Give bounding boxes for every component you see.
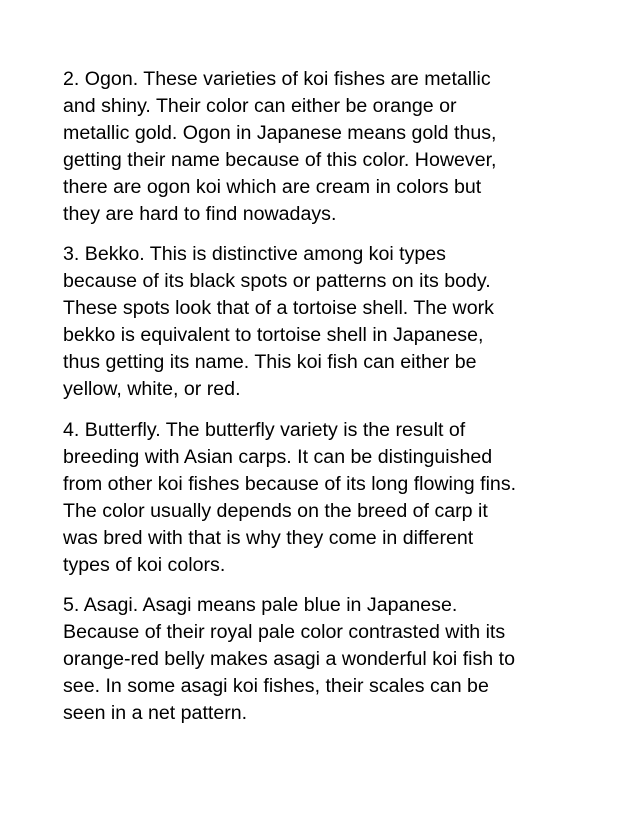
text-line: These spots look that of a tortoise shell. The work [63,297,494,319]
text-line: yellow, white, or red. [63,378,241,400]
text-line: Because of their royal pale color contrasted with its [63,621,506,643]
text-line: was bred with that is why they come in different [63,527,474,549]
text-line: types of koi colors. [63,554,226,576]
paragraph-butterfly [63,417,573,579]
text-line: orange-red belly makes asagi a wonderful koi fish to [63,648,515,670]
text-line: 5. Asagi. Asagi means pale blue in Japanese. [63,594,458,616]
text-line: 3. Bekko. This is distinctive among koi types [63,243,446,265]
text-line: thus getting its name. This koi fish can either be [63,351,477,373]
text-line: seen in a net pattern. [63,702,248,724]
paragraph-asagi [63,592,573,727]
text-line: 4. Butterfly. The butterfly variety is the result of [63,419,466,441]
text-line: and shiny. Their color can either be orange or [63,95,457,117]
text-line: from other koi fishes because of its long flowing fins. [63,473,517,495]
text-line: because of its black spots or patterns on its body. [63,270,491,292]
text-line: bekko is equivalent to tortoise shell in Japanese, [63,324,484,346]
text-line: see. In some asagi koi fishes, their scales can be [63,675,489,697]
text-line: 2. Ogon. These varieties of koi fishes are metallic [63,68,491,90]
paragraph-bekko [63,241,573,403]
text-line: they are hard to find nowadays. [63,203,337,225]
text-line: there are ogon koi which are cream in colors but [63,176,482,198]
paragraph-ogon [63,66,573,228]
text-line: getting their name because of this color. However, [63,149,497,171]
text-line: metallic gold. Ogon in Japanese means gold thus, [63,122,497,144]
text-line: The color usually depends on the breed of carp it [63,500,488,522]
text-line: breeding with Asian carps. It can be distinguished [63,446,493,468]
